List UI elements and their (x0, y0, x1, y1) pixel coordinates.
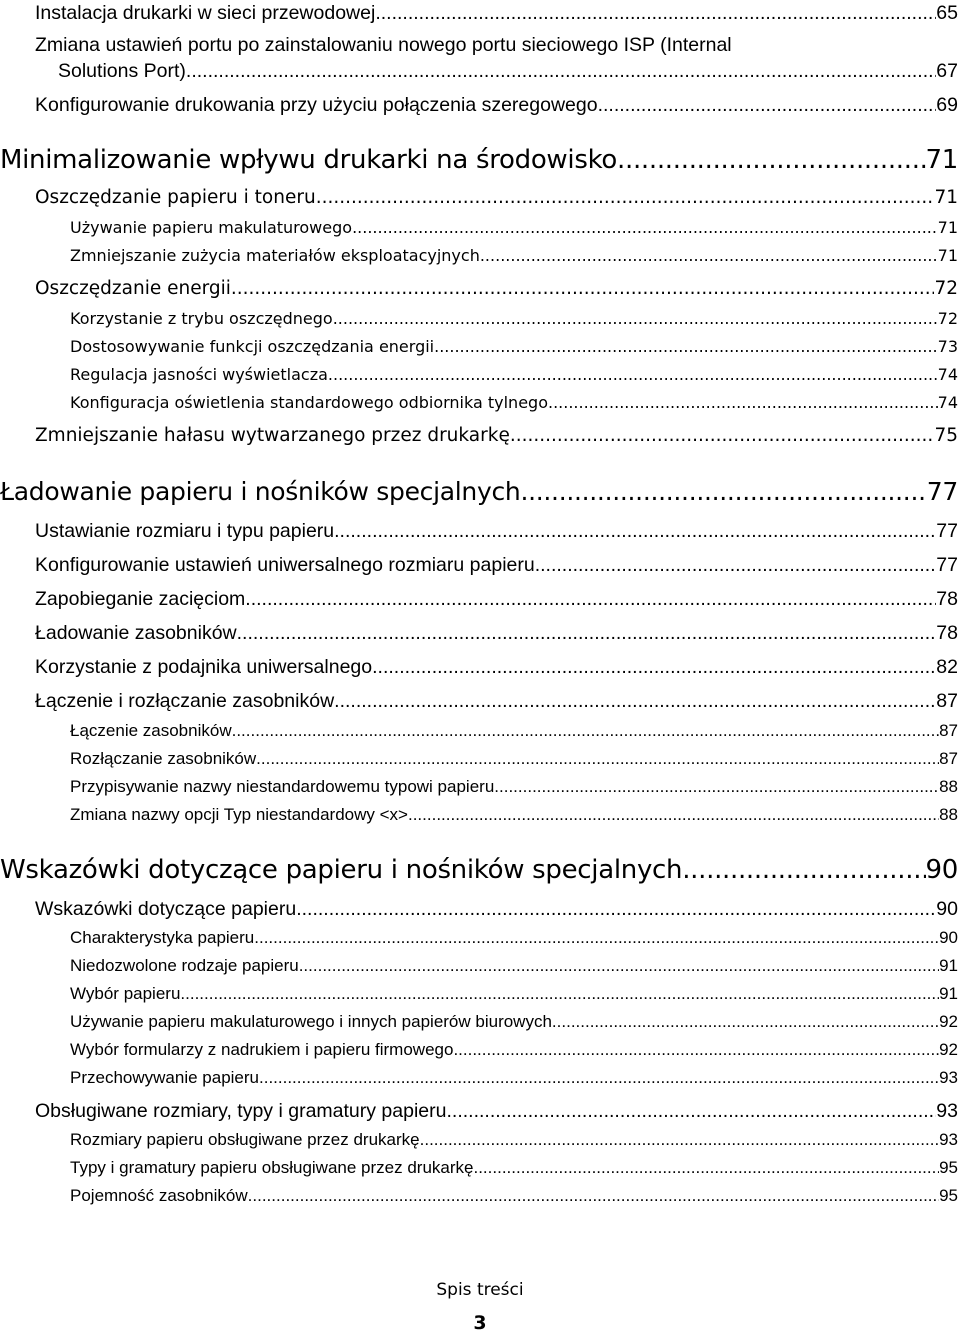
toc-entry-title: Zmiana ustawień portu po zainstalowaniu nowego portu sieciowego ISP (Internal (35, 34, 732, 56)
toc-subentry-title: Korzystanie z trybu oszczędnego (70, 309, 333, 328)
toc-entry[interactable] (35, 554, 958, 577)
toc-subentry[interactable] (70, 805, 958, 825)
toc-subentry-title: Konfiguracja oświetlenia standardowego odbiornika tylnego (70, 393, 548, 412)
toc-dot-leader (316, 187, 935, 208)
toc-chapter-page: 71 (925, 145, 958, 175)
toc-dot-leader (245, 588, 936, 611)
toc-subentry-title: Regulacja jasności wyświetlacza (70, 365, 328, 384)
toc-entry[interactable] (35, 588, 958, 611)
toc-subentry-title: Używanie papieru makulaturowego i innych papierów biurowych (70, 1012, 552, 1031)
toc-subentry[interactable] (70, 984, 958, 1004)
toc-subentry-page: 91 (939, 984, 958, 1003)
toc-dot-leader (548, 393, 938, 412)
toc-subentry-page: 91 (939, 956, 958, 975)
toc-dot-leader (535, 554, 937, 577)
toc-dot-leader (520, 477, 926, 506)
toc-entry-title: Konfigurowanie drukowania przy użyciu połączenia szeregowego (35, 94, 598, 116)
toc-entry-title: Korzystanie z podajnika uniwersalnego (35, 656, 373, 678)
toc-entry[interactable] (35, 690, 958, 713)
toc-dot-leader (453, 1040, 939, 1060)
toc-dot-leader (296, 898, 936, 921)
toc-dot-leader (446, 1100, 936, 1123)
toc-entry-title: Wskazówki dotyczące papieru (35, 898, 297, 920)
toc-dot-leader (254, 928, 939, 948)
toc-chapter[interactable] (0, 145, 958, 175)
toc-entry-page: 90 (936, 898, 958, 920)
toc-subentry-title: Używanie papieru makulaturowego (70, 218, 353, 237)
toc-subentry[interactable] (70, 393, 958, 412)
toc-subentry[interactable] (70, 1186, 958, 1206)
toc-subentry-title: Przechowywanie papieru (70, 1068, 259, 1087)
toc-subentry-title: Łączenie zasobników (70, 721, 232, 740)
toc-entry[interactable] (35, 656, 958, 679)
toc-subentry[interactable] (70, 721, 958, 741)
toc-entry[interactable] (35, 520, 958, 543)
toc-subentry[interactable] (70, 749, 958, 769)
toc-subentry-title: Wybór formularzy z nadrukiem i papieru firmowego (70, 1040, 454, 1059)
toc-subentry-page: 92 (939, 1012, 958, 1031)
toc-dot-leader (434, 337, 938, 356)
toc-entry-title: Ustawianie rozmiaru i typu papieru (35, 520, 335, 542)
toc-chapter-page: 90 (925, 855, 958, 885)
toc-subentry-page: 92 (939, 1040, 958, 1059)
toc-entry[interactable] (35, 622, 958, 645)
toc-entry-page: 93 (936, 1100, 958, 1122)
toc-entry-page: 78 (936, 588, 958, 610)
toc-subentry-title: Zmiana nazwy opcji Typ niestandardowy <x> (70, 805, 408, 824)
toc-chapter-title: Minimalizowanie wpływu drukarki na środowisko (0, 145, 618, 175)
toc-subentry-page: 74 (937, 393, 958, 412)
toc-dot-leader (334, 690, 936, 713)
toc-chapter-title: Ładowanie papieru i nośników specjalnych (0, 477, 521, 506)
toc-entry-title: Oszczędzanie energii (35, 278, 231, 299)
toc-entry-title: Konfigurowanie ustawień uniwersalnego rozmiaru papieru (35, 554, 535, 576)
toc-entry-page: 67 (936, 60, 958, 82)
toc-subentry-page: 88 (939, 777, 958, 796)
toc-dot-leader (333, 309, 938, 328)
toc-chapter[interactable] (0, 855, 958, 885)
footer-label: Spis treści (436, 1280, 524, 1300)
toc-dot-leader (375, 2, 936, 25)
toc-chapter[interactable] (0, 477, 958, 506)
toc-dot-leader (510, 425, 935, 446)
toc-entry[interactable] (58, 60, 958, 83)
toc-subentry[interactable] (70, 309, 958, 328)
toc-entry-page: 77 (936, 554, 958, 576)
toc-subentry-page: 87 (939, 721, 958, 740)
toc-entry-title: Obsługiwane rozmiary, typy i gramatury papieru (35, 1100, 447, 1122)
toc-dot-leader (552, 1012, 939, 1032)
toc-dot-leader (328, 365, 938, 384)
toc-subentry-title: Wybór papieru (70, 984, 181, 1003)
toc-subentry-page: 71 (937, 218, 958, 237)
toc-entry-title: Oszczędzanie papieru i toneru (35, 187, 316, 208)
toc-subentry[interactable] (70, 337, 958, 356)
toc-subentry[interactable] (70, 1068, 958, 1088)
toc-subentry[interactable] (70, 1012, 958, 1032)
toc-subentry-page: 90 (939, 928, 958, 947)
toc-entry[interactable] (35, 425, 958, 446)
toc-dot-leader (259, 1068, 939, 1088)
toc-subentry-page: 95 (939, 1158, 958, 1177)
toc-dot-leader (231, 278, 935, 299)
toc-dot-leader (256, 749, 939, 769)
toc-subentry-page: 93 (939, 1130, 958, 1149)
toc-entry[interactable] (35, 34, 732, 57)
toc-entry[interactable] (35, 898, 958, 921)
toc-subentry[interactable] (70, 777, 958, 797)
toc-subentry-title: Przypisywanie nazwy niestandardowemu typowi papieru (70, 777, 495, 796)
toc-entry-page: 71 (934, 187, 958, 208)
toc-subentry-page: 71 (937, 246, 958, 265)
toc-subentry-page: 74 (937, 365, 958, 384)
toc-subentry-page: 95 (939, 1186, 958, 1205)
toc-subentry[interactable] (70, 365, 958, 384)
toc-subentry-title: Rozmiary papieru obsługiwane przez drukarkę (70, 1130, 420, 1149)
toc-entry-page: 78 (936, 622, 958, 644)
toc-dot-leader (334, 520, 936, 543)
toc-chapter-title: Wskazówki dotyczące papieru i nośników specjalnych (0, 855, 683, 885)
toc-dot-leader (237, 622, 937, 645)
toc-subentry[interactable] (70, 928, 958, 948)
toc-entry[interactable] (35, 278, 958, 299)
toc-dot-leader (494, 777, 939, 797)
toc-subentry[interactable] (70, 1158, 958, 1178)
toc-dot-leader (299, 956, 939, 976)
toc-subentry-page: 93 (939, 1068, 958, 1087)
toc-entry-page: 77 (936, 520, 958, 542)
toc-dot-leader (352, 218, 938, 237)
toc-dot-leader (473, 1158, 939, 1178)
toc-entry-page: 72 (934, 278, 958, 299)
toc-subentry[interactable] (70, 218, 958, 237)
toc-subentry-page: 72 (937, 309, 958, 328)
toc-subentry-title: Dostosowywanie funkcji oszczędzania energii (70, 337, 435, 356)
toc-subentry[interactable] (70, 1040, 958, 1060)
toc-dot-leader (682, 855, 925, 885)
toc-dot-leader (420, 1130, 939, 1150)
page-number: 3 (473, 1312, 487, 1334)
toc-entry-page: 82 (936, 656, 958, 678)
toc-subentry-title: Rozłączanie zasobników (70, 749, 257, 768)
toc-entry[interactable] (35, 1100, 958, 1123)
toc-entry[interactable] (35, 187, 958, 208)
toc-entry-title: Zapobieganie zacięciom (35, 588, 246, 610)
toc-dot-leader (598, 94, 937, 117)
toc-entry-title: Zmniejszanie hałasu wytwarzanego przez drukarkę (35, 425, 510, 446)
toc-subentry-title: Charakterystyka papieru (70, 928, 255, 947)
toc-subentry-page: 73 (937, 337, 958, 356)
toc-subentry-title: Niedozwolone rodzaje papieru (70, 956, 299, 975)
toc-entry[interactable] (35, 2, 958, 25)
toc-chapter-page: 77 (926, 477, 958, 506)
toc-subentry-title: Typy i gramatury papieru obsługiwane przez drukarkę (70, 1158, 474, 1177)
toc-entry-page: 65 (936, 2, 958, 24)
toc-entry-page: 75 (934, 425, 958, 446)
toc-subentry-title: Zmniejszanie zużycia materiałów eksploatacyjnych (70, 246, 480, 265)
toc-dot-leader (248, 1186, 939, 1206)
toc-dot-leader (408, 805, 939, 825)
toc-dot-leader (480, 246, 938, 265)
toc-subentry-title: Pojemność zasobników (70, 1186, 248, 1205)
toc-dot-leader (180, 984, 939, 1004)
toc-subentry-page: 87 (939, 749, 958, 768)
toc-entry-page: 87 (936, 690, 958, 712)
toc-dot-leader (232, 721, 939, 741)
toc-subentry[interactable] (70, 1130, 958, 1150)
toc-subentry[interactable] (70, 246, 958, 265)
toc-subentry[interactable] (70, 956, 958, 976)
toc-entry-page: 69 (936, 94, 958, 116)
toc-entry-title: Solutions Port) (58, 60, 186, 82)
toc-entry[interactable] (35, 94, 958, 117)
toc-dot-leader (372, 656, 936, 679)
toc-dot-leader (617, 145, 926, 175)
toc-entry-title: Ładowanie zasobników (35, 622, 237, 644)
toc-entry-title: Instalacja drukarki w sieci przewodowej (35, 2, 376, 24)
toc-subentry-page: 88 (939, 805, 958, 824)
toc-entry-title: Łączenie i rozłączanie zasobników (35, 690, 335, 712)
toc-dot-leader (186, 60, 936, 83)
